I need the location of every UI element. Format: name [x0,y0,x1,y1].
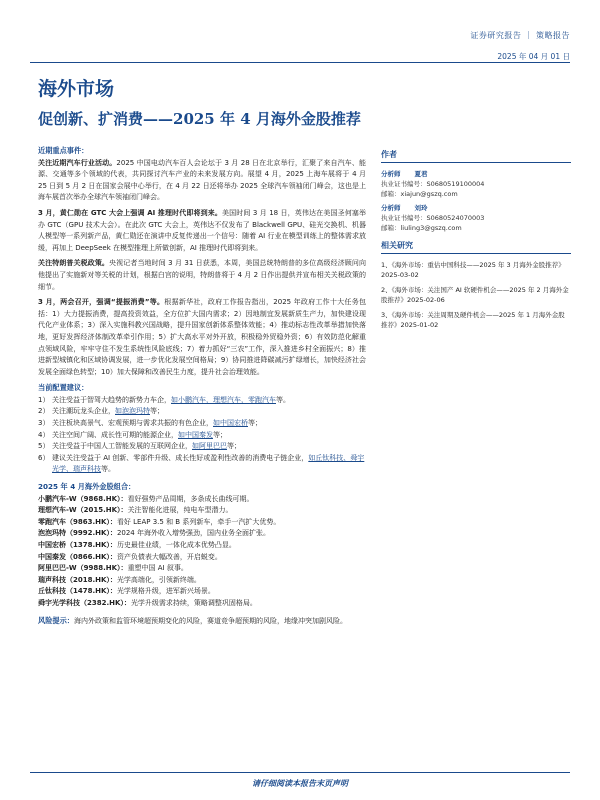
footer-disclaimer: 请仔细阅读本报告末页声明 [252,779,348,788]
analyst-card: 分析师 夏君 执业证书编号：S0680519100004 邮箱：xiajun@gszq.com [381,169,571,199]
stock-row: 舜宇光学科技（2382.HK）：光学升级需求持续，策略调整巩固格局。 [38,598,257,607]
stock-row: 丘钛科技（1478.HK）：光学规格升级，进军新兴场景。 [38,587,215,596]
footer-divider [30,772,570,773]
related-report-link[interactable]: 2、《海外市场：关注国产 AI 软硬件机会——2025 年 2 月海外金股推荐》2025-02-06 [381,286,569,304]
paragraph-tariff: 关注特朗普关税政策。央视记者当地时间 3 月 31 日获悉，本周，美国总统特朗普的多位高级经济顾问向他提出了实施新对等关税的计划，根据白宫的说明，特朗普将于 4 月 2 日作出提供并宣布相关关税政策的细节。 [38,259,366,291]
list-item: 6） 建议关注受益于 AI 创新、零部件升级、成长性好或盈利性改善的消费电子链企业，如丘钛科技、舜宇光学、瑞声科技等。 [38,453,365,474]
stock-row: 瑞声科技（2018.HK）：光学高端化，引领新终端。 [38,575,201,584]
section-title: 海外市场 [38,78,115,100]
related-research-heading: 相关研究 [381,241,571,254]
stock-row: 中国秦发（0866.HK）：资产负债表大幅改善，开启蜕变。 [38,552,222,561]
stock-row: 中国宏桥（1378.HK）：历史最佳业绩，一体化成本优势凸显。 [38,541,236,549]
analyst-card: 分析师 刘玲 执业证书编号：S0680524070003 邮箱：liuling3@gszq.com [381,203,571,233]
recent-events-heading: 近期重点事件： [38,146,89,155]
stock-portfolio-heading: 2025 年 4 月海外金股组合： [38,482,136,492]
stock-row: 理想汽车-W（2015.HK）：关注智能化进展，纯电车型潜力。 [38,506,233,515]
related-report-link[interactable]: 1、《海外市场：重估中国科技——2025 年 3 月海外金股推荐》2025-03-02 [381,261,565,279]
page-title: 促创新、扩消费——2025 年 4 月海外金股推荐 [38,110,361,128]
stock-link[interactable]: 如小鹏汽车，理想汽车，零跑汽车 [171,395,276,404]
stock-link[interactable]: 如阿里巴巴 [192,442,227,451]
related-report-link[interactable]: 3、《海外市场：关注周期及硬件机会——2025 年 1 月海外金股推荐》2025-01-02 [381,311,565,329]
report-header [470,30,570,62]
stock-list [38,494,366,610]
stock-link[interactable]: 如丘钛科技、舜宇光学、瑞声科技 [52,453,365,474]
paragraph-gtc: 3 月，黄仁勋在 GTC 大会上强调 AI 推理时代即将到来。美国时间 3 月 18 日，英伟达在美国圣何塞举办 GTC（GPU 技术大会）。在此次 GTC 大会上，英伟达不仅发布了 Blackwell GPU、硅光交换机、机器人模型等一系列新产品，黄仁勋还在演讲中反复传递出一个信号：随着 AI 行业在模型训练上的整体需求放缓，再加上 DeepSeek 在模型推理上所做创新，AI 推理时代即将到来。 [38,208,366,252]
risk-warning: 风险提示：海内外政策和监管环境超预期变化的风险，赛道竞争超预期的风险，地缘冲突加剧风险。 [38,615,347,625]
list-item: 2） 关注潮玩龙头企业，如泡泡玛特等； [38,407,164,416]
suggestion-list [38,395,366,476]
stock-link[interactable]: 如泡泡玛特 [115,407,150,416]
stock-link[interactable]: 如中国秦发 [178,430,213,439]
stock-row: 泡泡玛特（9992.HK）：2024 年海外收入增势强劲，国内业务全面扩张。 [38,529,270,538]
analyst-email[interactable]: 邮箱：liuling3@gszq.com [381,224,462,232]
stock-link[interactable]: 如中国宏桥 [213,419,248,428]
list-item: 1） 关注受益于智驾大趋势的新势力车企，如小鹏汽车，理想汽车，零跑汽车等。 [38,395,290,404]
main-content [38,145,366,631]
list-item: 5） 关注受益于中国人工智能发展的互联网企业，如阿里巴巴等； [38,442,241,451]
stock-row: 阿里巴巴-W（9988.HK）：重塑中国 AI 叙事。 [38,564,188,573]
stock-row: 小鹏汽车-W（9868.HK）：看好强势产品周期，多条成长曲线可期。 [38,494,254,503]
report-date: 2025 年 04 月 01 日 [497,52,570,61]
header-divider [30,62,570,63]
paragraph-two-sessions: 3 月，两会召开，强调“提振消费”等。根据新华社，政府工作报告指出，2025 年政府工作十大任务包括：1）大力提振消费，提高投资效益，全方位扩大国内需求；2）因地制宜发展新质生产力，加快建设现代化产业体系；3）深入实施科教兴国战略，提升国家创新体系整体效能；4）推动标志性改革举措加快落地，更好发挥经济体制改革牵引作用；5）扩大高水平对外开放，积极稳外贸稳外资；6）有效防范化解重点领域风险，牢牢守住不发生系统性风险底线；7）着力抓好“三农”工作，深入推进乡村全面振兴；8）推进新型城镇化和区域协调发展，进一步优化发展空间格局；9）协同推进降碳减污扩绿增长，加快经济社会发展全面绿色转型；10）加大保障和改善民生力度，提升社会治理效能。 [38,298,366,376]
suggestion-heading: 当前配置建议： [38,383,89,393]
list-item: 4） 关注空间广阔、成长性可期的能源企业，如中国秦发等； [38,430,227,439]
sidebar [381,150,571,335]
authors-heading: 作者 [381,150,571,163]
paragraph-auto: 关注近期汽车行业活动。2025 中国电动汽车百人会论坛于 3 月 28 日在北京举行，汇聚了来自汽车、能源、交通等多个领域的代表，共同探讨汽车产业的未来发展方向。展望 4 月，2025 上海车展将于 4 月 25 日到 5 月 2 日在国家会展中心举行，在 4 月 22 日还将举办 2025 全球汽车领袖闭门峰会，这也是上海车展首次举办全球汽车领袖闭门峰会。 [38,158,366,202]
analyst-email[interactable]: 邮箱：xiajun@gszq.com [381,190,458,198]
stock-row: 零跑汽车（9863.HK）：看好 LEAP 3.5 和 B 系列新车，牵手一汽扩大优势。 [38,517,281,526]
report-category: 证券研究报告 ｜ 策略报告 [470,31,570,40]
list-item: 3） 关注板块高景气、宏观预期与需求共振的有色企业，如中国宏桥等； [38,419,262,428]
